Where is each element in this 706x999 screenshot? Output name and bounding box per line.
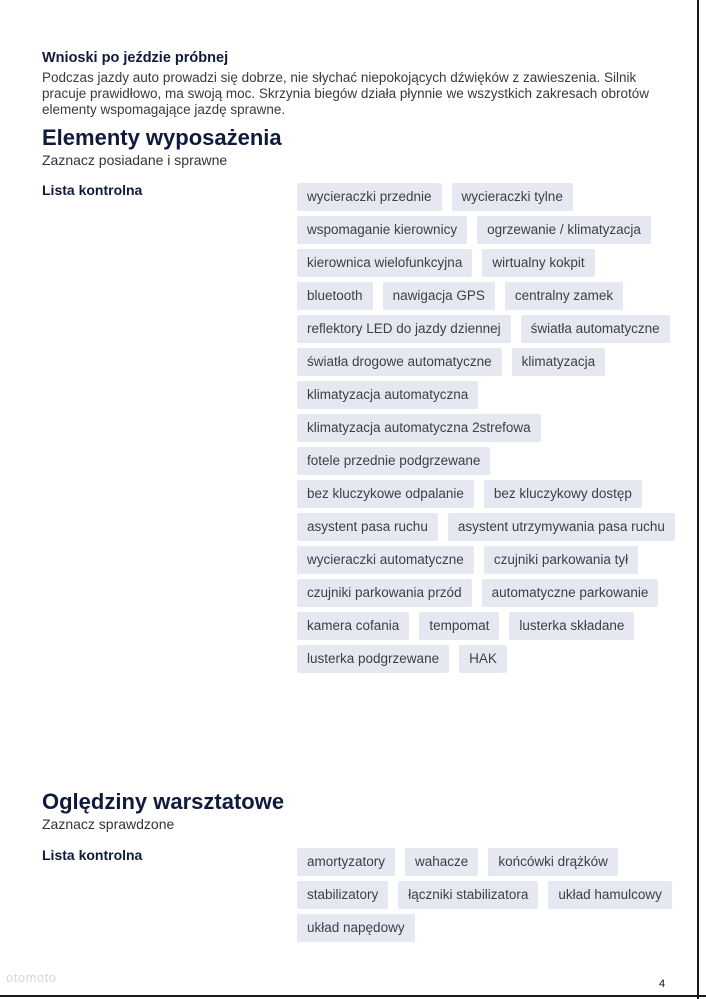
test-drive-summary bbox=[42, 50, 662, 118]
equipment-chip[interactable]: reflektory LED do jazdy dziennej bbox=[297, 315, 511, 343]
equipment-chip[interactable]: wycieraczki automatyczne bbox=[297, 546, 474, 574]
page-border-right bbox=[697, 0, 699, 999]
watermark-logo: otomoto bbox=[6, 970, 57, 985]
inspection-section bbox=[42, 789, 682, 833]
inspection-section-title: Oględziny warsztatowe bbox=[42, 789, 285, 814]
equipment-chip[interactable]: automatyczne parkowanie bbox=[482, 579, 659, 607]
inspection-chip-list bbox=[297, 848, 677, 942]
equipment-chip[interactable]: światła automatyczne bbox=[521, 315, 670, 343]
inspection-checklist-label: Lista kontrolna bbox=[42, 847, 143, 863]
equipment-chip[interactable]: wspomaganie kierownicy bbox=[297, 216, 467, 244]
inspection-chip[interactable]: wahacze bbox=[405, 848, 478, 876]
equipment-chip[interactable]: centralny zamek bbox=[505, 282, 623, 310]
equipment-chip[interactable]: lusterka podgrzewane bbox=[297, 645, 449, 673]
equipment-chip[interactable]: klimatyzacja automatyczna 2strefowa bbox=[297, 414, 541, 442]
equipment-chip[interactable]: kamera cofania bbox=[297, 612, 409, 640]
equipment-chip[interactable]: bluetooth bbox=[297, 282, 373, 310]
equipment-section-subtitle: Zaznacz posiadane i sprawne bbox=[42, 152, 228, 168]
equipment-checklist-label: Lista kontrolna bbox=[42, 182, 143, 198]
equipment-chip[interactable]: wycieraczki tylne bbox=[452, 183, 573, 211]
page-border-bottom bbox=[0, 995, 706, 997]
equipment-chip[interactable]: HAK bbox=[459, 645, 507, 673]
inspection-chip[interactable]: końcówki drążków bbox=[488, 848, 618, 876]
equipment-chip[interactable]: kierownica wielofunkcyjna bbox=[297, 249, 472, 277]
inspection-chip[interactable]: łączniki stabilizatora bbox=[398, 881, 538, 909]
inspection-chip[interactable]: stabilizatory bbox=[297, 881, 388, 909]
equipment-chip[interactable]: fotele przednie podgrzewane bbox=[297, 447, 490, 475]
inspection-section-subtitle: Zaznacz sprawdzone bbox=[42, 816, 175, 832]
test-drive-summary-text: Podczas jazdy auto prowadzi się dobrze, nie słychać niepokojących dźwięków z zawieszenia. Silnik pracuje prawidłowo, ma swoją moc. Skrzynia biegów działa płynnie we wszystkich zakresach obrotów elementy wspomagające jazdę sprawne. bbox=[42, 70, 650, 117]
page-number: 4 bbox=[659, 978, 666, 990]
equipment-chip[interactable]: światła drogowe automatyczne bbox=[297, 348, 502, 376]
equipment-section-title: Elementy wyposażenia bbox=[42, 125, 282, 150]
equipment-section bbox=[42, 125, 682, 169]
equipment-chip-list bbox=[297, 183, 677, 673]
test-drive-summary-title: Wnioski po jeździe próbnej bbox=[42, 50, 229, 66]
equipment-chip[interactable]: czujniki parkowania przód bbox=[297, 579, 472, 607]
equipment-chip[interactable]: bez kluczykowe odpalanie bbox=[297, 480, 474, 508]
equipment-chip[interactable]: ogrzewanie / klimatyzacja bbox=[477, 216, 651, 244]
equipment-chip[interactable]: asystent pasa ruchu bbox=[297, 513, 438, 541]
equipment-chip[interactable]: nawigacja GPS bbox=[383, 282, 495, 310]
equipment-chip[interactable]: tempomat bbox=[419, 612, 499, 640]
equipment-chip[interactable]: wycieraczki przednie bbox=[297, 183, 442, 211]
equipment-chip[interactable]: bez kluczykowy dostęp bbox=[484, 480, 642, 508]
inspection-chip[interactable]: układ napędowy bbox=[297, 914, 415, 942]
equipment-chip[interactable]: asystent utrzymywania pasa ruchu bbox=[448, 513, 675, 541]
equipment-chip[interactable]: wirtualny kokpit bbox=[482, 249, 594, 277]
equipment-chip[interactable]: klimatyzacja bbox=[512, 348, 606, 376]
equipment-chip[interactable]: klimatyzacja automatyczna bbox=[297, 381, 478, 409]
equipment-chip[interactable]: czujniki parkowania tył bbox=[484, 546, 638, 574]
inspection-chip[interactable]: amortyzatory bbox=[297, 848, 395, 876]
equipment-chip[interactable]: lusterka składane bbox=[509, 612, 634, 640]
inspection-chip[interactable]: układ hamulcowy bbox=[548, 881, 672, 909]
